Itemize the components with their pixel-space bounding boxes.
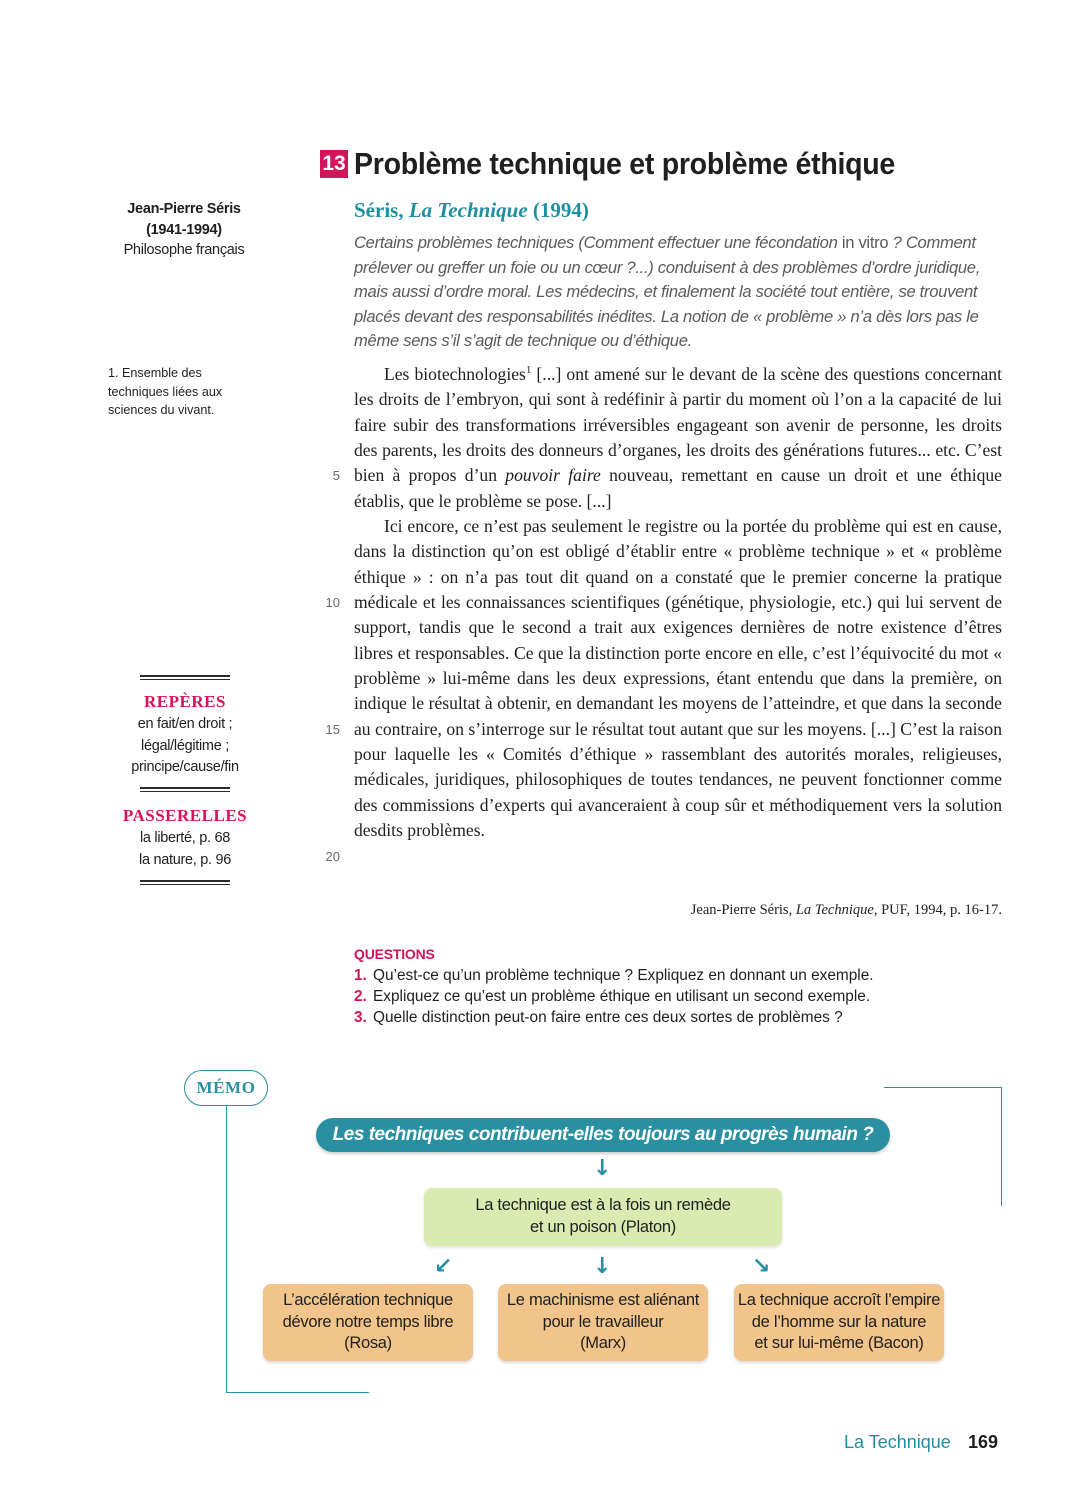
document-title-row — [320, 146, 942, 182]
memo-frame-right — [884, 1087, 1002, 1206]
footnote-ref: 1 — [525, 364, 532, 376]
intro-paragraph — [354, 231, 1004, 354]
memo-question: Les techniques contribuent-elles toujours au progrès humain ? — [316, 1118, 890, 1152]
memo-box-line: (Marx) — [580, 1334, 626, 1352]
passerelles-link: la liberté, p. 68 — [139, 830, 230, 846]
divider — [140, 787, 230, 792]
citation-work: La Technique — [795, 902, 874, 918]
memo-box-line: Le machinisme est aliénant — [506, 1291, 700, 1309]
source-author: Séris, — [354, 198, 409, 222]
questions-block — [354, 946, 974, 1028]
paragraph-1 — [354, 358, 1002, 514]
memo-box-marx — [498, 1284, 708, 1361]
footnote: 1. Ensemble des techniques liées aux sciences du vivant. — [108, 366, 223, 417]
intro-part: Certains problèmes techniques (Comment effectuer une fécondation — [354, 233, 842, 252]
text-emphasis: pouvoir faire — [505, 465, 601, 486]
memo-box-line: L’accélération technique — [283, 1291, 453, 1309]
author-info — [104, 199, 264, 261]
line-number: 15 — [325, 722, 340, 737]
text-segment: Les biotechnologies — [384, 363, 526, 384]
author-role: Philosophe français — [123, 242, 245, 258]
passerelles-heading: PASSERELLES — [122, 806, 248, 825]
reperes-item: légal/légitime ; — [141, 737, 229, 754]
paragraph-2: Ici encore, ce n’est pas seulement le registre ou la portée du problème qui est en cause, dans la distinction qu’on est obligé d’établir entre « problème technique » et « problème éthique » : on n’a pas tout dit quand on a constaté que le premier concerne la pratique médicale et les connaissances scientifiques (génétique, physiologie, etc.) qui lui servent de support, tandis que le second a trait aux exigences dernières de notre existence d’êtres libres et responsables. Ce que la distinction porte encore en elle, c’est l’équivocité du mot « problème » lui-même dans les deux expressions, étant entendu que dans la première, on indique le résultat à obtenir, en demandant les moyens de l’atteindre, et que dans la seconde au contraire, on s’interroge sur le résultat tout autant que sur les moyens. [...] C’est la raison pour laquelle les « Comités d’éthique » rassemblant des autorités morales, religieuses, médicales, juridiques, philosophiques de toutes tendances, ne peuvent fonctionner comme des commissions d’experts qui avanceraient à coup sûr et méthodiquement vers la solution desdits problèmes. — [354, 515, 1002, 841]
passerelles-list — [104, 828, 266, 871]
reperes-heading: REPÈRES — [144, 692, 226, 711]
question-item — [354, 1007, 974, 1028]
page-number: 169 — [968, 1432, 999, 1452]
source-year: (1994) — [527, 198, 589, 222]
question-number: 2. — [354, 988, 367, 1005]
arrow-down-right-icon: ↘ — [752, 1254, 771, 1279]
divider — [140, 880, 230, 885]
question-item — [354, 965, 974, 986]
footer-section-title: La Technique — [844, 1432, 951, 1452]
author-dates: (1941-1994) — [146, 221, 222, 238]
main-text — [354, 358, 1002, 843]
memo-box-line: (Rosa) — [344, 1334, 392, 1352]
intro-latin-term: in vitro — [841, 233, 889, 252]
divider — [140, 675, 230, 680]
citation — [691, 902, 1002, 919]
document-title: Problème technique et problème éthique — [354, 146, 896, 181]
author-name: Jean-Pierre Séris — [127, 201, 241, 217]
reperes-list — [104, 714, 266, 779]
memo-box-line: pour le travailleur — [542, 1312, 664, 1331]
source-heading — [354, 198, 589, 223]
text-segment: nouveau, remettant en cause un droit et une éthique établis, que le problème se pose. [...] — [354, 465, 1002, 511]
question-item — [354, 986, 974, 1007]
arrow-down-icon: ↓ — [593, 1156, 612, 1181]
memo-label: MÉMO — [184, 1070, 268, 1106]
source-work: La Technique — [408, 198, 528, 222]
line-number: 10 — [325, 595, 340, 610]
document-number-badge: 13 — [320, 150, 348, 178]
question-number: 1. — [354, 967, 367, 984]
citation-author: Jean-Pierre Séris, — [690, 902, 796, 918]
memo-box-line: de l’homme sur la nature — [751, 1312, 927, 1331]
memo-main-line: et un poison (Platon) — [530, 1217, 676, 1236]
memo-main-thesis — [424, 1188, 782, 1246]
reperes-item: principe/cause/fin — [131, 759, 239, 775]
memo-box-line: La technique accroît l’empire — [737, 1291, 941, 1309]
memo-main-line: La technique est à la fois un remède — [475, 1196, 731, 1214]
text-segment: [...] ont amené sur le devant de la scène des questions concernant les droits de l’embryon, qui sont à redéfinir à partir du moment où l’on a la capacité de lui faire subir des transformations irréversibles engageant son avenir de personne, les droits des parents, les droits des donneurs d’organes, les droits des générations futures... etc. C’est bien à propos d’un — [354, 363, 1002, 486]
memo-box-line: dévore notre temps libre — [282, 1312, 454, 1331]
reperes-item: en fait/en droit ; — [137, 716, 233, 732]
questions-heading: QUESTIONS — [354, 946, 435, 962]
question-number: 3. — [354, 1009, 367, 1026]
memo-box-bacon — [734, 1284, 944, 1361]
question-text: Qu’est-ce qu’un problème technique ? Expliquez en donnant un exemple. — [373, 967, 874, 984]
memo-box-rosa — [263, 1284, 473, 1361]
line-number: 20 — [325, 849, 340, 864]
arrow-down-left-icon: ↙ — [434, 1254, 453, 1279]
intro-part: ? Comment prélever ou greffer un foie ou un cœur ?...) conduisent à des problèmes d’ordre juridique, mais aussi d’ordre moral. Les médecins, et finalement la société tout entière, se trouvent placés devant des responsabilités inédites. La notion de « problème » n’a dès lors pas le même sens s’il s’agit de technique ou d’éthique. — [354, 233, 981, 350]
question-text: Expliquez ce qu’est un problème éthique en utilisant un second exemple. — [373, 988, 871, 1005]
citation-details: , PUF, 1994, p. 16-17. — [873, 902, 1002, 918]
passerelles-link: la nature, p. 96 — [139, 851, 231, 868]
arrow-down-icon: ↓ — [593, 1254, 612, 1279]
question-text: Quelle distinction peut-on faire entre ces deux sortes de problèmes ? — [373, 1009, 843, 1026]
memo-box-line: et sur lui-même (Bacon) — [754, 1334, 924, 1352]
line-number: 5 — [332, 468, 340, 483]
